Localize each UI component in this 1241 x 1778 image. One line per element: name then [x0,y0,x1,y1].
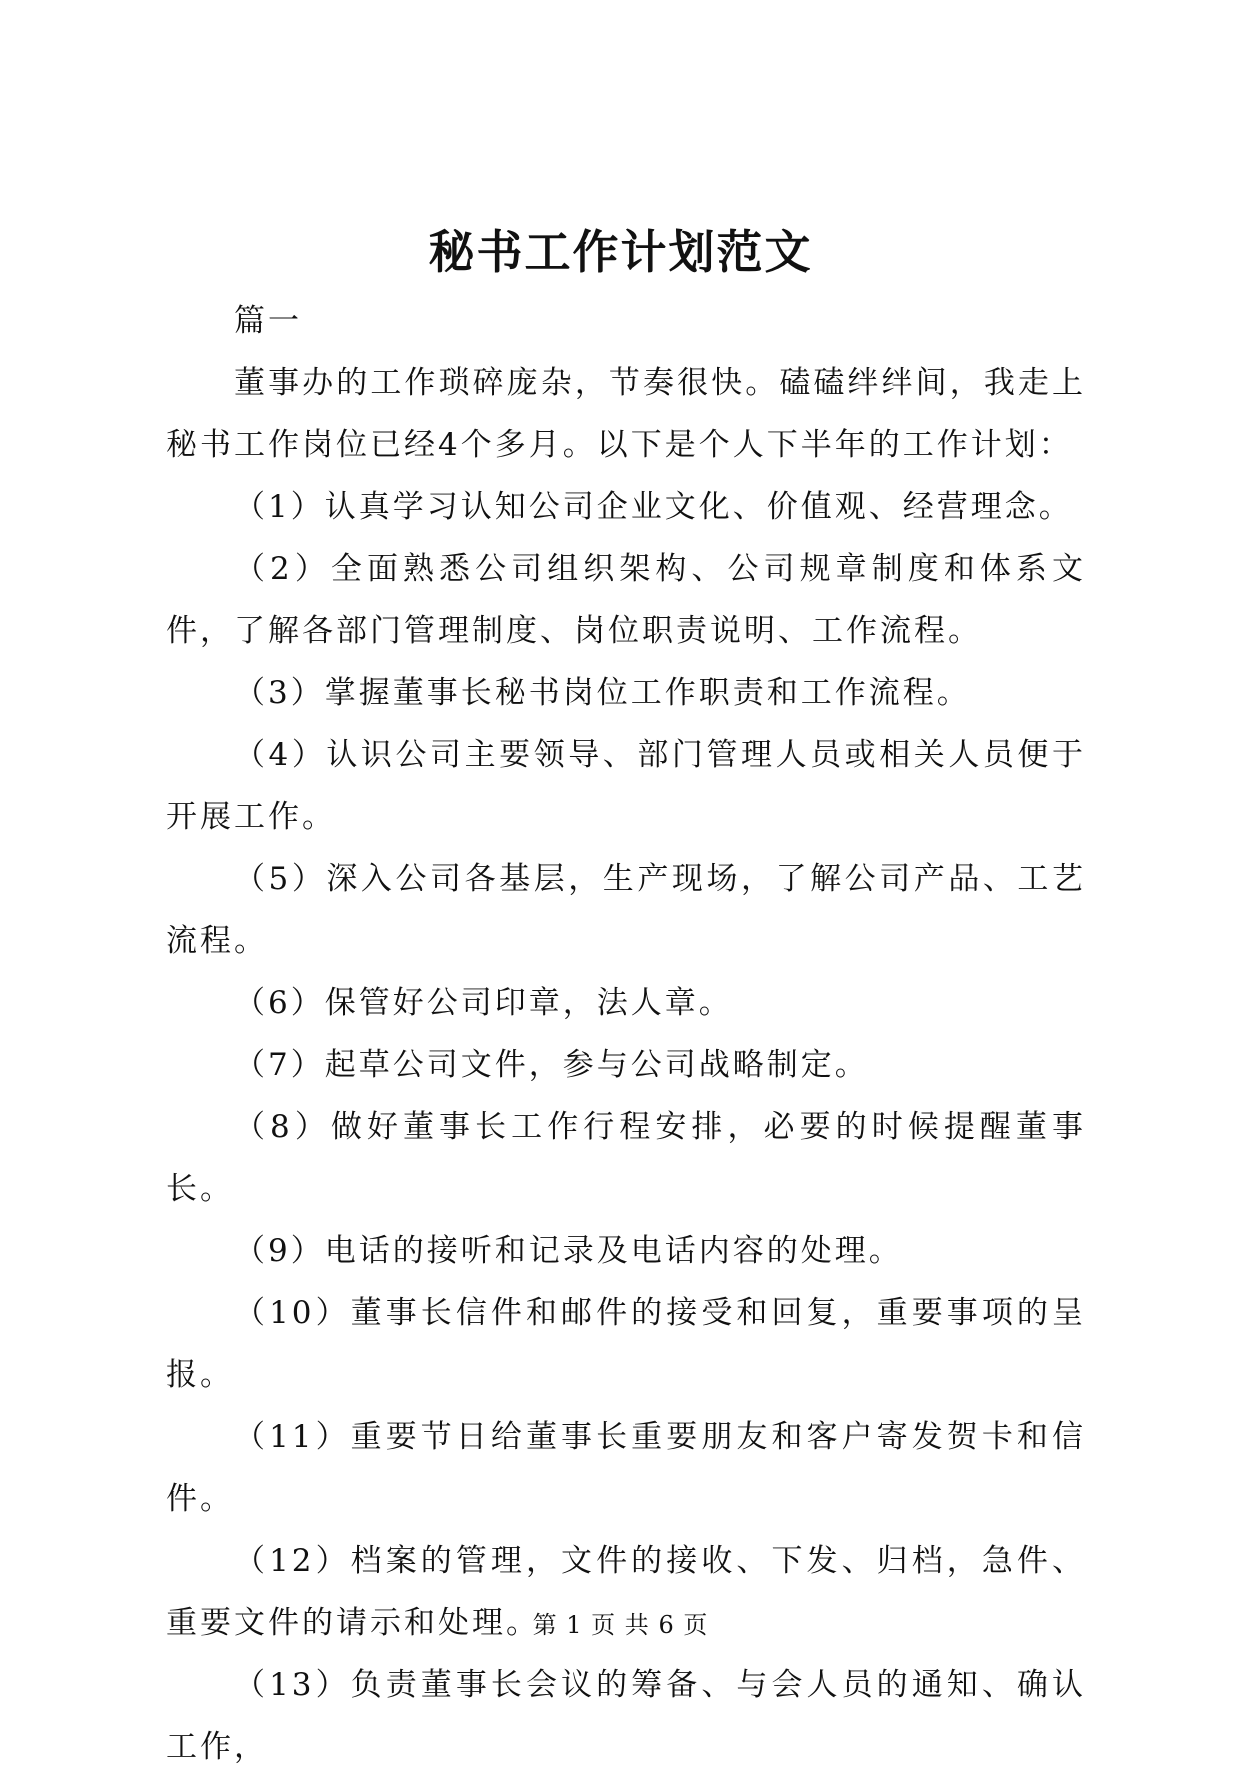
document-title: 秘书工作计划范文 [428,225,813,279]
plan-item-1: （1）认真学习认知公司企业文化、价值观、经营理念。 [234,489,1073,525]
plan-item-6: （6）保管好公司印章，法人章。 [234,985,733,1021]
page-footer: 第 1 页 共 6 页 [532,1611,709,1639]
plan-item-5: （5）深入公司各基层，生产现场，了解公司产品、工艺流程。 [166,861,1086,959]
plan-item-8: （8）做好董事长工作行程安排，必要的时候提醒董事长。 [166,1109,1086,1207]
section-heading: 篇一 [234,303,302,339]
plan-item-4: （4）认识公司主要领导、部门管理人员或相关人员便于开展工作。 [166,737,1086,835]
plan-item-7: （7）起草公司文件，参与公司战略制定。 [234,1047,869,1083]
document-body [166,290,1086,1778]
plan-item-3: （3）掌握董事长秘书岗位工作职责和工作流程。 [234,675,971,711]
plan-item-12: （12）档案的管理，文件的接收、下发、归档，急件、重要文件的请示和处理。 [166,1543,1086,1641]
plan-item-13: （13）负责董事长会议的筹备、与会人员的通知、确认工作， [166,1667,1086,1765]
plan-item-9: （9）电话的接听和记录及电话内容的处理。 [234,1233,903,1269]
plan-item-11: （11）重要节日给董事长重要朋友和客户寄发贺卡和信件。 [166,1419,1086,1517]
intro-paragraph: 董事办的工作琐碎庞杂，节奏很快。磕磕绊绊间，我走上秘书工作岗位已经4个多月。以下是个人下半年的工作计划： [166,365,1086,463]
plan-item-10: （10）董事长信件和邮件的接受和回复，重要事项的呈报。 [166,1295,1086,1393]
plan-item-2: （2）全面熟悉公司组织架构、公司规章制度和体系文件，了解各部门管理制度、岗位职责说明、工作流程。 [166,551,1086,649]
